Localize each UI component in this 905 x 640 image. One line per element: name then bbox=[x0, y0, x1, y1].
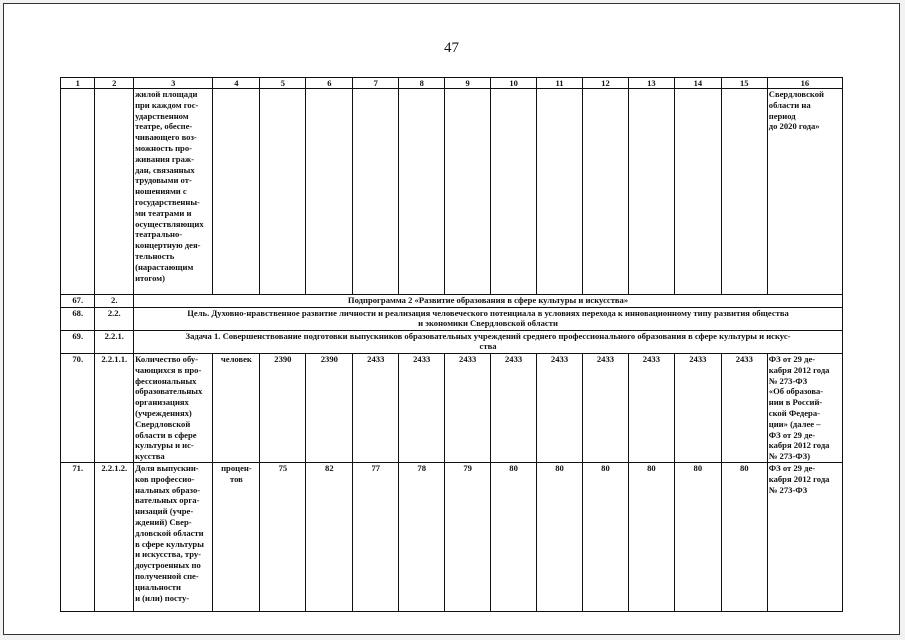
value-cell: 2433 bbox=[721, 354, 767, 463]
value-cell: 80 bbox=[721, 462, 767, 611]
header-cell: 7 bbox=[353, 78, 399, 89]
row-code: 2. bbox=[95, 295, 134, 308]
header-cell: 3 bbox=[134, 78, 213, 89]
row-number: 67. bbox=[61, 295, 95, 308]
value-cell: 2390 bbox=[306, 354, 353, 463]
row-number: 71. bbox=[61, 462, 95, 611]
row-code: 2.2.1. bbox=[95, 331, 134, 354]
value-cell: 77 bbox=[353, 462, 399, 611]
value-cell: 2390 bbox=[260, 354, 306, 463]
table-row-71 bbox=[61, 462, 843, 611]
unit-cell: процен- тов bbox=[213, 462, 260, 611]
header-cell: 13 bbox=[628, 78, 674, 89]
row-code: 2.2.1.1. bbox=[95, 354, 134, 463]
source-cell: Свердловской области на период до 2020 года» bbox=[767, 89, 842, 295]
value-cell: 2433 bbox=[399, 354, 445, 463]
header-cell: 9 bbox=[445, 78, 491, 89]
header-cell: 6 bbox=[306, 78, 353, 89]
header-cell: 14 bbox=[674, 78, 721, 89]
value-cell: 82 bbox=[306, 462, 353, 611]
table-row-70 bbox=[61, 354, 843, 463]
table-row-67 bbox=[61, 295, 843, 308]
indicators-table bbox=[60, 77, 843, 612]
value-cell: 2433 bbox=[674, 354, 721, 463]
indicator-name-cell: жилой площади при каждом гос- ударственном театре, обеспе- чивающего воз- можность про- живания граж- дан, связанных трудовыми от- ношениями с государственны- ми театрами и осуществляющих театрально- концертную дея- тельность (нарастающим итогом) bbox=[134, 89, 213, 295]
header-cell: 10 bbox=[491, 78, 537, 89]
value-cell: 75 bbox=[260, 462, 306, 611]
header-cell: 16 bbox=[767, 78, 842, 89]
source-cell: ФЗ от 29 де- кабря 2012 года № 273-ФЗ bbox=[767, 462, 842, 611]
value-cell: 78 bbox=[399, 462, 445, 611]
row-number: 68. bbox=[61, 308, 95, 331]
header-cell: 4 bbox=[213, 78, 260, 89]
column-number-row bbox=[61, 78, 843, 89]
source-cell: ФЗ от 29 де- кабря 2012 года № 273-ФЗ «Об образова- нии в Россий- ской Федера- ции» (далее – ФЗ от 29 де- кабря 2012 года № 273-ФЗ) bbox=[767, 354, 842, 463]
value-cell: 80 bbox=[628, 462, 674, 611]
value-cell: 2433 bbox=[537, 354, 583, 463]
header-cell: 5 bbox=[260, 78, 306, 89]
indicator-name-cell: Количество обу- чающихся в про- фессиональных образовательных организациях (учреждениях) Свердловской области в сфере культуры и ис- кусства bbox=[134, 354, 213, 463]
subprogram-title: Подпрограмма 2 «Развитие образования в сфере культуры и искусства» bbox=[134, 295, 843, 308]
header-cell: 1 bbox=[61, 78, 95, 89]
header-cell: 2 bbox=[95, 78, 134, 89]
header-cell: 12 bbox=[582, 78, 628, 89]
row-number: 70. bbox=[61, 354, 95, 463]
row-code: 2.2. bbox=[95, 308, 134, 331]
value-cell: 80 bbox=[491, 462, 537, 611]
header-cell: 15 bbox=[721, 78, 767, 89]
row-number: 69. bbox=[61, 331, 95, 354]
document-page bbox=[3, 3, 900, 635]
table-row-continued bbox=[61, 89, 843, 295]
table-row-68 bbox=[61, 308, 843, 331]
value-cell: 80 bbox=[582, 462, 628, 611]
page-number: 47 bbox=[444, 40, 459, 56]
value-cell: 79 bbox=[445, 462, 491, 611]
header-cell: 11 bbox=[537, 78, 583, 89]
indicator-name-cell: Доля выпускни- ков профессио- нальных образо- вательных орга- низаций (учре- ждений) Свер- дловской области в сфере культуры и искусства, тру- доустроенных по полученной спе- циальности и (или) посту- bbox=[134, 462, 213, 611]
value-cell: 2433 bbox=[353, 354, 399, 463]
value-cell: 2433 bbox=[628, 354, 674, 463]
value-cell: 2433 bbox=[582, 354, 628, 463]
value-cell: 2433 bbox=[491, 354, 537, 463]
value-cell: 80 bbox=[537, 462, 583, 611]
goal-text: Цель. Духовно-нравственное развитие личности и реализация человеческого потенциала в условиях перехода к инновационному типу развития общества и экономики Свердловской области bbox=[134, 308, 843, 331]
table-row-69 bbox=[61, 331, 843, 354]
value-cell: 2433 bbox=[445, 354, 491, 463]
header-cell: 8 bbox=[399, 78, 445, 89]
task-text: Задача 1. Совершенствование подготовки выпускников образовательных учреждений среднего профессионального образования в сфере культуры и искус- ства bbox=[134, 331, 843, 354]
row-code: 2.2.1.2. bbox=[95, 462, 134, 611]
value-cell: 80 bbox=[674, 462, 721, 611]
unit-cell: человек bbox=[213, 354, 260, 463]
